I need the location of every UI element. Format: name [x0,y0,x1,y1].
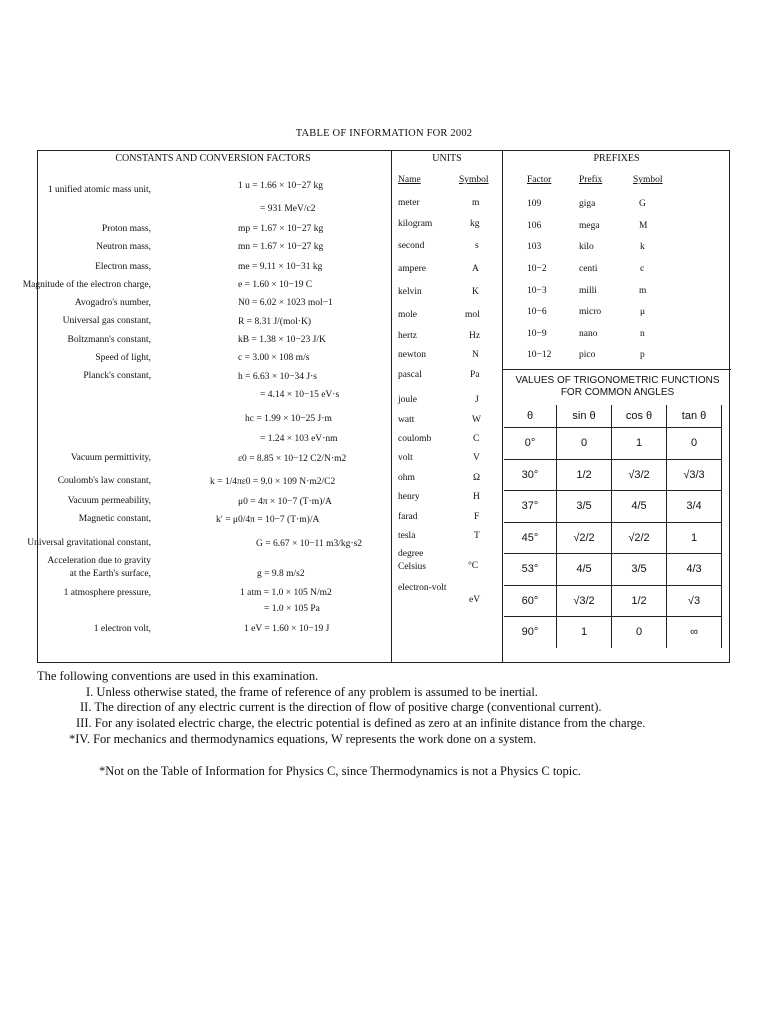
trig-row [504,491,722,523]
trig-cell: 0 [612,617,667,648]
trig-cell: 4/5 [557,554,612,586]
constant-value: = 1.24 × 103 eV⋅nm [260,434,338,444]
prefix-symbol: G [639,199,646,209]
trig-cell: 1 [612,428,667,460]
trig-header-cell: sin θ [557,405,612,428]
trig-cell: √2/2 [557,522,612,554]
unit-name: joule [398,395,417,405]
trig-cell: 1/2 [612,585,667,617]
unit-symbol: J [475,395,479,405]
units-header: UNITS [432,153,462,164]
constant-label: Avogadro's number, [74,298,151,308]
constant-value: k = 1/4πε0 = 9.0 × 109 N⋅m2/C2 [210,477,336,487]
constant-label: Universal gravitational constant, [27,538,151,548]
unit-symbol: C [473,434,480,444]
prefix-factor: 109 [527,199,542,209]
constant-value: e = 1.60 × 10−19 C [238,280,313,290]
trig-cell: √3/3 [667,459,722,491]
trig-cell: 4/3 [667,554,722,586]
trig-row [504,522,722,554]
trig-cell: 1 [667,522,722,554]
convention-item: II. The direction of any electric current is the direction of flow of positive charge (conventional current). [80,700,602,714]
trig-cell: 30° [504,459,557,491]
prefix-factor: 10−6 [527,307,547,317]
unit-name: pascal [398,370,422,380]
trig-cell: 0 [667,428,722,460]
prefix-name: kilo [579,242,594,252]
trig-row [504,585,722,617]
prefix-symbol: M [639,221,648,231]
unit-symbol: F [474,512,480,522]
unit-symbol: V [473,453,480,463]
constant-label: 1 electron volt, [93,624,151,634]
trig-cell: 37° [504,491,557,523]
trig-cell: √3/2 [557,585,612,617]
constant-value [238,181,323,191]
unit-symbol: s [475,241,479,251]
trig-cell: 0° [504,428,557,460]
unit-name: volt [398,453,413,463]
unit-name: meter [398,198,420,208]
prefix-prefix-header: Prefix [579,175,603,185]
unit-symbol: A [472,264,479,274]
prefix-name: micro [579,307,602,317]
constant-label: Universal gas constant, [62,316,151,326]
constant-label: at the Earth's surface, [69,569,151,579]
prefix-factor: 10−9 [527,329,547,339]
constant-label: Magnetic constant, [78,514,151,524]
unit-symbol: °C [468,561,479,571]
trig-row [504,554,722,586]
trig-cell: √3 [667,585,722,617]
unit-name: electron-volt [398,583,447,593]
prefix-symbol-header: Symbol [633,175,663,185]
unit-name: coulomb [398,434,432,444]
constant-value: N0 = 6.02 × 1023 mol−1 [238,298,333,308]
constant-label: Speed of light, [95,353,151,363]
unit-name: watt [398,415,415,425]
constant-label: Vacuum permittivity, [70,453,151,463]
prefix-name: pico [579,350,596,360]
constant-value: = 4.14 × 10−15 eV⋅s [260,390,340,400]
constant-label: Neutron mass, [96,242,151,252]
trig-row [504,617,722,648]
trig-row [504,428,722,460]
prefix-factor: 10−3 [527,286,547,296]
constant-label: Vacuum permeability, [67,496,151,506]
prefix-name: milli [579,286,597,296]
constant-value: R = 8.31 J/(mol⋅K) [238,317,311,327]
prefix-symbol: k [640,242,645,252]
trig-header-cell: cos θ [612,405,667,428]
trig-title-line1: VALUES OF TRIGONOMETRIC FUNCTIONS [515,375,720,386]
trig-header-cell: θ [504,405,557,428]
trig-row [504,459,722,491]
information-table [22,150,730,663]
unit-symbol: m [472,198,480,208]
constant-value: hc = 1.99 × 10−25 J⋅m [245,414,332,424]
constant-value: ε0 = 8.85 × 10−12 C2/N⋅m2 [238,454,347,464]
constant-label: Acceleration due to gravity [47,556,151,566]
unit-name: second [398,241,425,251]
trig-title [504,375,731,399]
trig-cell: 0 [557,428,612,460]
constant-label: Planck's constant, [83,371,151,381]
unit-symbol: H [473,492,480,502]
column-divider-1 [391,151,392,662]
constant-value: = 1.0 × 105 Pa [264,604,320,614]
unit-name: henry [398,492,420,502]
trig-cell: 45° [504,522,557,554]
prefix-symbol: n [640,329,645,339]
trig-cell: 3/5 [557,491,612,523]
unit-symbol: Pa [470,370,480,380]
prefix-factor: 106 [527,221,542,231]
trig-header-cell: tan θ [667,405,722,428]
constant-value: kB = 1.38 × 10−23 J/K [238,335,326,345]
constant-value: h = 6.63 × 10−34 J⋅s [238,372,317,382]
trig-divider [502,369,731,370]
trig-cell: 3/4 [667,491,722,523]
unit-name: hertz [398,331,417,341]
units-name-header: Name [398,175,421,185]
convention-note: *Not on the Table of Information for Physics C, since Thermodynamics is not a Physics C topic. [99,764,581,778]
constant-value: 1 eV = 1.60 × 10−19 J [244,624,330,634]
unit-name: degree Celsius [398,549,426,572]
constant-value: mn = 1.67 × 10−27 kg [238,242,324,252]
prefix-factor: 10−12 [527,350,552,360]
trig-title-line2: FOR COMMON ANGLES [560,387,675,398]
unit-name: tesla [398,531,416,541]
trig-cell: 3/5 [612,554,667,586]
prefix-name: centi [579,264,598,274]
unit-name: newton [398,350,426,360]
unit-symbol: eV [469,595,481,605]
trig-cell: √3/2 [612,459,667,491]
constants-header: CONSTANTS AND CONVERSION FACTORS [115,153,311,164]
trig-table [504,405,722,648]
trig-cell: 60° [504,585,557,617]
constant-value-text: 1 u = 1.66 × 10−27 kg [238,181,323,191]
convention-item: I. Unless otherwise stated, the frame of reference of any problem is assumed to be inertial. [86,685,538,699]
prefix-symbol: m [639,286,647,296]
prefix-symbol: c [640,264,645,274]
trig-cell: 4/5 [612,491,667,523]
prefix-factor: 10−2 [527,264,547,274]
unit-symbol: W [472,415,481,425]
prefix-name: giga [579,199,596,209]
constant-value: me = 9.11 × 10−31 kg [238,262,323,272]
conventions-intro: The following conventions are used in this examination. [37,669,319,683]
trig-cell: 1/2 [557,459,612,491]
trig-cell: √2/2 [612,522,667,554]
trig-cell: 90° [504,617,557,648]
constant-label: Electron mass, [95,262,151,272]
constant-value: c = 3.00 × 108 m/s [238,353,310,363]
unit-symbol: mol [465,310,480,320]
unit-symbol: N [472,350,479,360]
unit-symbol: K [472,287,479,297]
constant-label: Magnitude of the electron charge, [22,280,151,290]
unit-name: ampere [398,264,426,274]
prefix-symbol: p [640,350,645,360]
convention-item: *IV. For mechanics and thermodynamics equations, W represents the work done on a system. [69,732,537,746]
constant-label: Coulomb's law constant, [57,476,151,486]
constant-value: G = 6.67 × 10−11 m3/kg⋅s2 [256,539,363,549]
prefix-factor-header: Factor [527,175,552,185]
unit-name: kelvin [398,287,422,297]
page-title: TABLE OF INFORMATION FOR 2002 [295,128,473,139]
prefixes-header: PREFIXES [593,153,640,164]
constant-label: Boltzmann's constant, [67,335,151,345]
unit-name: mole [398,310,417,320]
constant-value: k′ = μ0/4π = 10−7 (T⋅m)/A [216,515,320,525]
trig-header-row [504,405,722,428]
constant-value: g = 9.8 m/s2 [257,569,305,579]
prefix-symbol: μ [640,307,646,317]
constant-value: 1 atm = 1.0 × 105 N/m2 [240,588,332,598]
trig-cell: 53° [504,554,557,586]
units-symbol-header: Symbol [459,175,489,185]
unit-symbol: T [474,531,480,541]
prefix-factor: 103 [527,242,542,252]
constant-label: Proton mass, [101,224,151,234]
unit-symbol: Ω [473,473,481,483]
convention-item: III. For any isolated electric charge, the electric potential is defined as zero at an infinite distance from the charge. [76,716,646,730]
trig-cell: 1 [557,617,612,648]
constant-value: μ0 = 4π × 10−7 (T⋅m)/A [238,497,332,507]
unit-symbol: Hz [469,331,481,341]
constant-label: 1 atmosphere pressure, [63,588,151,598]
prefix-name: nano [579,329,598,339]
unit-name: ohm [398,473,415,483]
constant-value [260,204,316,214]
unit-symbol: kg [470,219,480,229]
prefix-name: mega [579,221,600,231]
constant-label: 1 unified atomic mass unit, [47,185,151,195]
unit-name: farad [398,512,418,522]
trig-cell: ∞ [667,617,722,648]
constant-value-text: = 931 MeV/c2 [260,204,316,214]
column-divider-2 [502,151,503,662]
constant-value: mp = 1.67 × 10−27 kg [238,224,324,234]
unit-name: kilogram [398,219,433,229]
